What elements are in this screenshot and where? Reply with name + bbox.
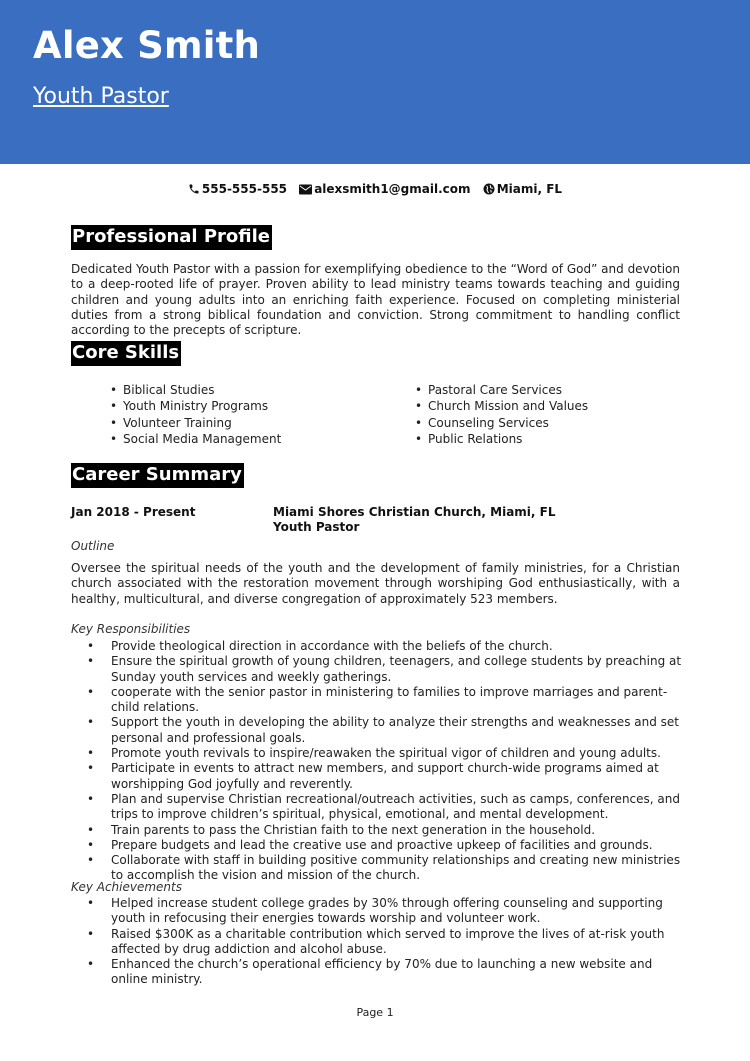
job-company: Miami Shores Christian Church, Miami, FL [273, 505, 556, 519]
outline-label: Outline [71, 539, 115, 553]
job-role: Youth Pastor [273, 520, 360, 534]
phone-icon [188, 183, 200, 195]
list-item: • Enhanced the church’s operational efficiency by 70% due to launching a new website and online ministry. [87, 957, 687, 988]
job-title-heading: Youth Pastor [33, 84, 169, 109]
skill-item: • Public Relations [415, 431, 588, 447]
list-item: • Raised $300K as a charitable contribution which served to improve the lives of at-risk youth affected by drug addiction and alcohol abuse. [87, 927, 687, 958]
job-date: Jan 2018 - Present [71, 505, 196, 519]
list-item: • Participate in events to attract new members, and support church-wide programs aimed at worshipping God joyfully and reverently. [87, 761, 687, 792]
skill-item: • Volunteer Training [110, 415, 281, 431]
skill-item: • Social Media Management [110, 431, 281, 447]
list-item: • Train parents to pass the Christian faith to the next generation in the household. [87, 823, 687, 838]
list-item: • Helped increase student college grades by 30% through offering counseling and supporting youth in refocusing their energies towards worship and volunteer work. [87, 896, 687, 927]
list-item: • Support the youth in developing the ability to analyze their strengths and weaknesses and set personal and professional goals. [87, 715, 687, 746]
list-item: • Collaborate with staff in building positive community relationships and creating new ministries to accomplish the vision and mission of the church. [87, 853, 687, 884]
contact-location-text: Miami, FL [496, 182, 563, 196]
achievements-label: Key Achievements [71, 880, 182, 894]
contact-location [483, 182, 562, 196]
contact-phone [188, 182, 287, 196]
header-banner [0, 0, 750, 164]
page-number: Page 1 [356, 1006, 394, 1019]
contact-email-text: alexsmith1@gmail.com [314, 182, 471, 196]
contact-bar [0, 182, 750, 196]
list-item: • Prepare budgets and lead the creative use and proactive upkeep of facilities and grounds. [87, 838, 687, 853]
section-heading-profile: Professional Profile [71, 225, 272, 250]
responsibilities-label: Key Responsibilities [71, 622, 191, 636]
skill-item: • Youth Ministry Programs [110, 398, 281, 414]
list-item: • Ensure the spiritual growth of young children, teenagers, and college students by preaching at Sunday youth services and weekly gatherings. [87, 654, 687, 685]
globe-icon [483, 183, 495, 195]
skills-list-left [110, 382, 281, 447]
skill-item: • Pastoral Care Services [415, 382, 588, 398]
profile-text: Dedicated Youth Pastor with a passion for exemplifying obedience to the “Word of God” and devotion to a deep-rooted life of prayer. Proven ability to lead ministry teams towards teaching and guiding children and young adults into an enriching faith experience. Focused on completing ministerial duties from a strong biblical foundation and conviction. Strong commitment to handling conflict according to the precepts of scripture. [71, 262, 680, 338]
candidate-name: Alex Smith [33, 24, 261, 67]
outline-text: Oversee the spiritual needs of the youth and the development of family ministries, for a Christian church associated with the restoration movement through worshiping God enthusiastically, with a healthy, multicultural, and diverse congregation of approximately 523 members. [71, 561, 680, 606]
envelope-icon [299, 184, 312, 195]
skill-item: • Church Mission and Values [415, 398, 588, 414]
contact-phone-text: 555-555-555 [201, 182, 288, 196]
list-item: • Plan and supervise Christian recreational/outreach activities, such as camps, conferences, and trips to improve children’s spiritual, physical, emotional, and mental development. [87, 792, 687, 823]
responsibilities-list [87, 639, 687, 884]
list-item: • Promote youth revivals to inspire/reawaken the spiritual vigor of children and young adults. [87, 746, 687, 761]
list-item: • cooperate with the senior pastor in ministering to families to improve marriages and parent-child relations. [87, 685, 687, 716]
section-heading-skills: Core Skills [71, 341, 181, 366]
contact-email[interactable] [299, 182, 470, 196]
list-item: • Provide theological direction in accordance with the beliefs of the church. [87, 639, 687, 654]
skill-item: • Counseling Services [415, 415, 588, 431]
achievements-list [87, 896, 687, 988]
section-heading-career: Career Summary [71, 463, 244, 488]
skills-list-right [415, 382, 588, 447]
skill-item: • Biblical Studies [110, 382, 281, 398]
